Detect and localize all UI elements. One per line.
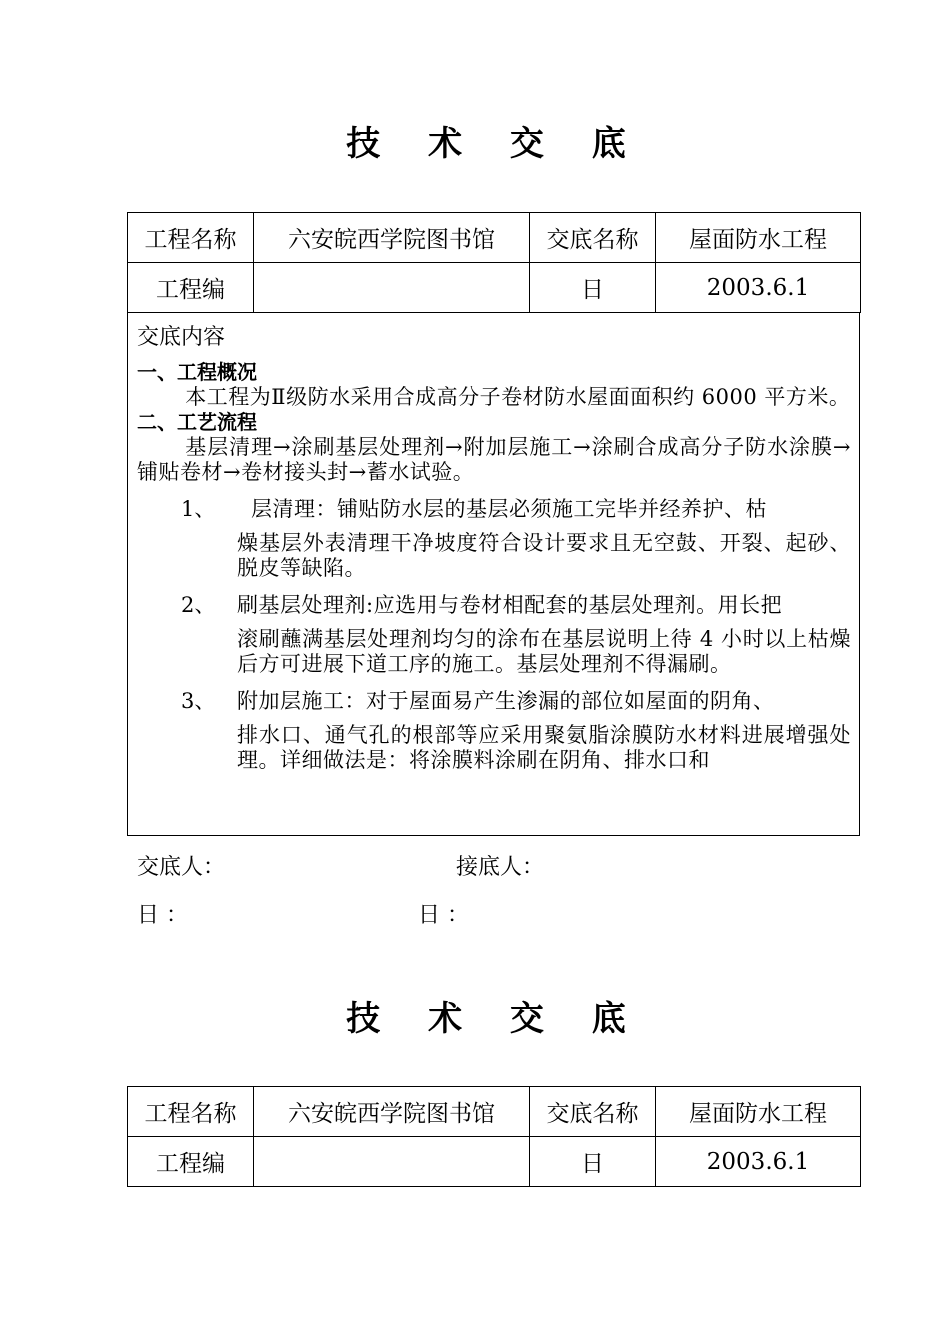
project-name-label: 工程名称 [128,213,254,263]
project-no-value [254,263,530,313]
project-no-label: 工程编 [128,1137,254,1187]
received-by-label: 接底人： [456,855,545,880]
table-row [128,1137,861,1187]
handover-name-value: 屋面防水工程 [656,1087,861,1137]
list-item [137,689,851,773]
item-first-line: 附加层施工：对于屋面易产生渗漏的部位如屋面的阴角、 [237,689,775,713]
date-value: 2003.6.1 [656,1137,861,1187]
document-title: 技 术 交 底 [346,124,644,164]
project-name-value: 六安皖西学院图书馆 [254,213,530,263]
item-text: 排水口、通气孔的根部等应采用聚氨脂涂膜防水材料进展增强处理。详细做法是：将涂膜料涂刷在阴角、排水口和 [237,723,851,772]
item-first-line: 刷基层处理剂:应选用与卷材相配套的基层处理剂。用长把 [237,593,783,617]
content-bottom-rule [127,835,860,836]
item-number: 2、 [181,593,216,617]
handover-content [127,313,860,835]
project-no-label: 工程编 [128,263,254,313]
table-row [128,1087,861,1137]
section-paragraph: 本工程为Ⅱ级防水采用合成高分子卷材防水屋面面积约 6000 平方米。 [185,385,851,409]
project-name-label: 工程名称 [128,1087,254,1137]
date-left-label: 日 ： [137,903,188,928]
table-row [128,263,861,313]
list-item [137,593,851,677]
section-title: 一、工程概况 [137,360,257,384]
item-number: 1、 [181,497,216,521]
item-text: 滚刷蘸满基层处理剂均匀的涂布在基层说明上待 4 小时以上枯燥后方可进展下道工序的施工。基层处理剂不得漏刷。 [237,627,851,676]
item-first-line: 层清理：铺贴防水层的基层必须施工完毕并经养护、枯 [251,497,767,521]
date-label: 日 [530,1137,656,1187]
date-value: 2003.6.1 [656,263,861,313]
handover-by-label: 交底人： [137,855,226,880]
header-table [127,212,861,313]
date-label: 日 [530,263,656,313]
content-caption: 交底内容 [137,325,226,350]
project-name-value: 六安皖西学院图书馆 [254,1087,530,1137]
handover-name-label: 交底名称 [530,213,656,263]
handover-name-label: 交底名称 [530,1087,656,1137]
header-table [127,1086,861,1187]
item-text: 燥基层外表清理干净坡度符合设计要求且无空鼓、开裂、起砂、脱皮等缺陷。 [237,531,851,580]
section-paragraph: 基层清理→涂刷基层处理剂→附加层施工→涂刷合成高分子防水涂膜→铺贴卷材→卷材接头封→蓄水试验。 [137,435,851,484]
date-right-label: 日 ： [418,903,469,928]
list-item [137,497,851,581]
document-title: 技 术 交 底 [346,999,644,1039]
table-row [128,213,861,263]
item-number: 3、 [181,689,216,713]
project-no-value [254,1137,530,1187]
handover-name-value: 屋面防水工程 [656,213,861,263]
section-title: 二、工艺流程 [137,410,257,434]
